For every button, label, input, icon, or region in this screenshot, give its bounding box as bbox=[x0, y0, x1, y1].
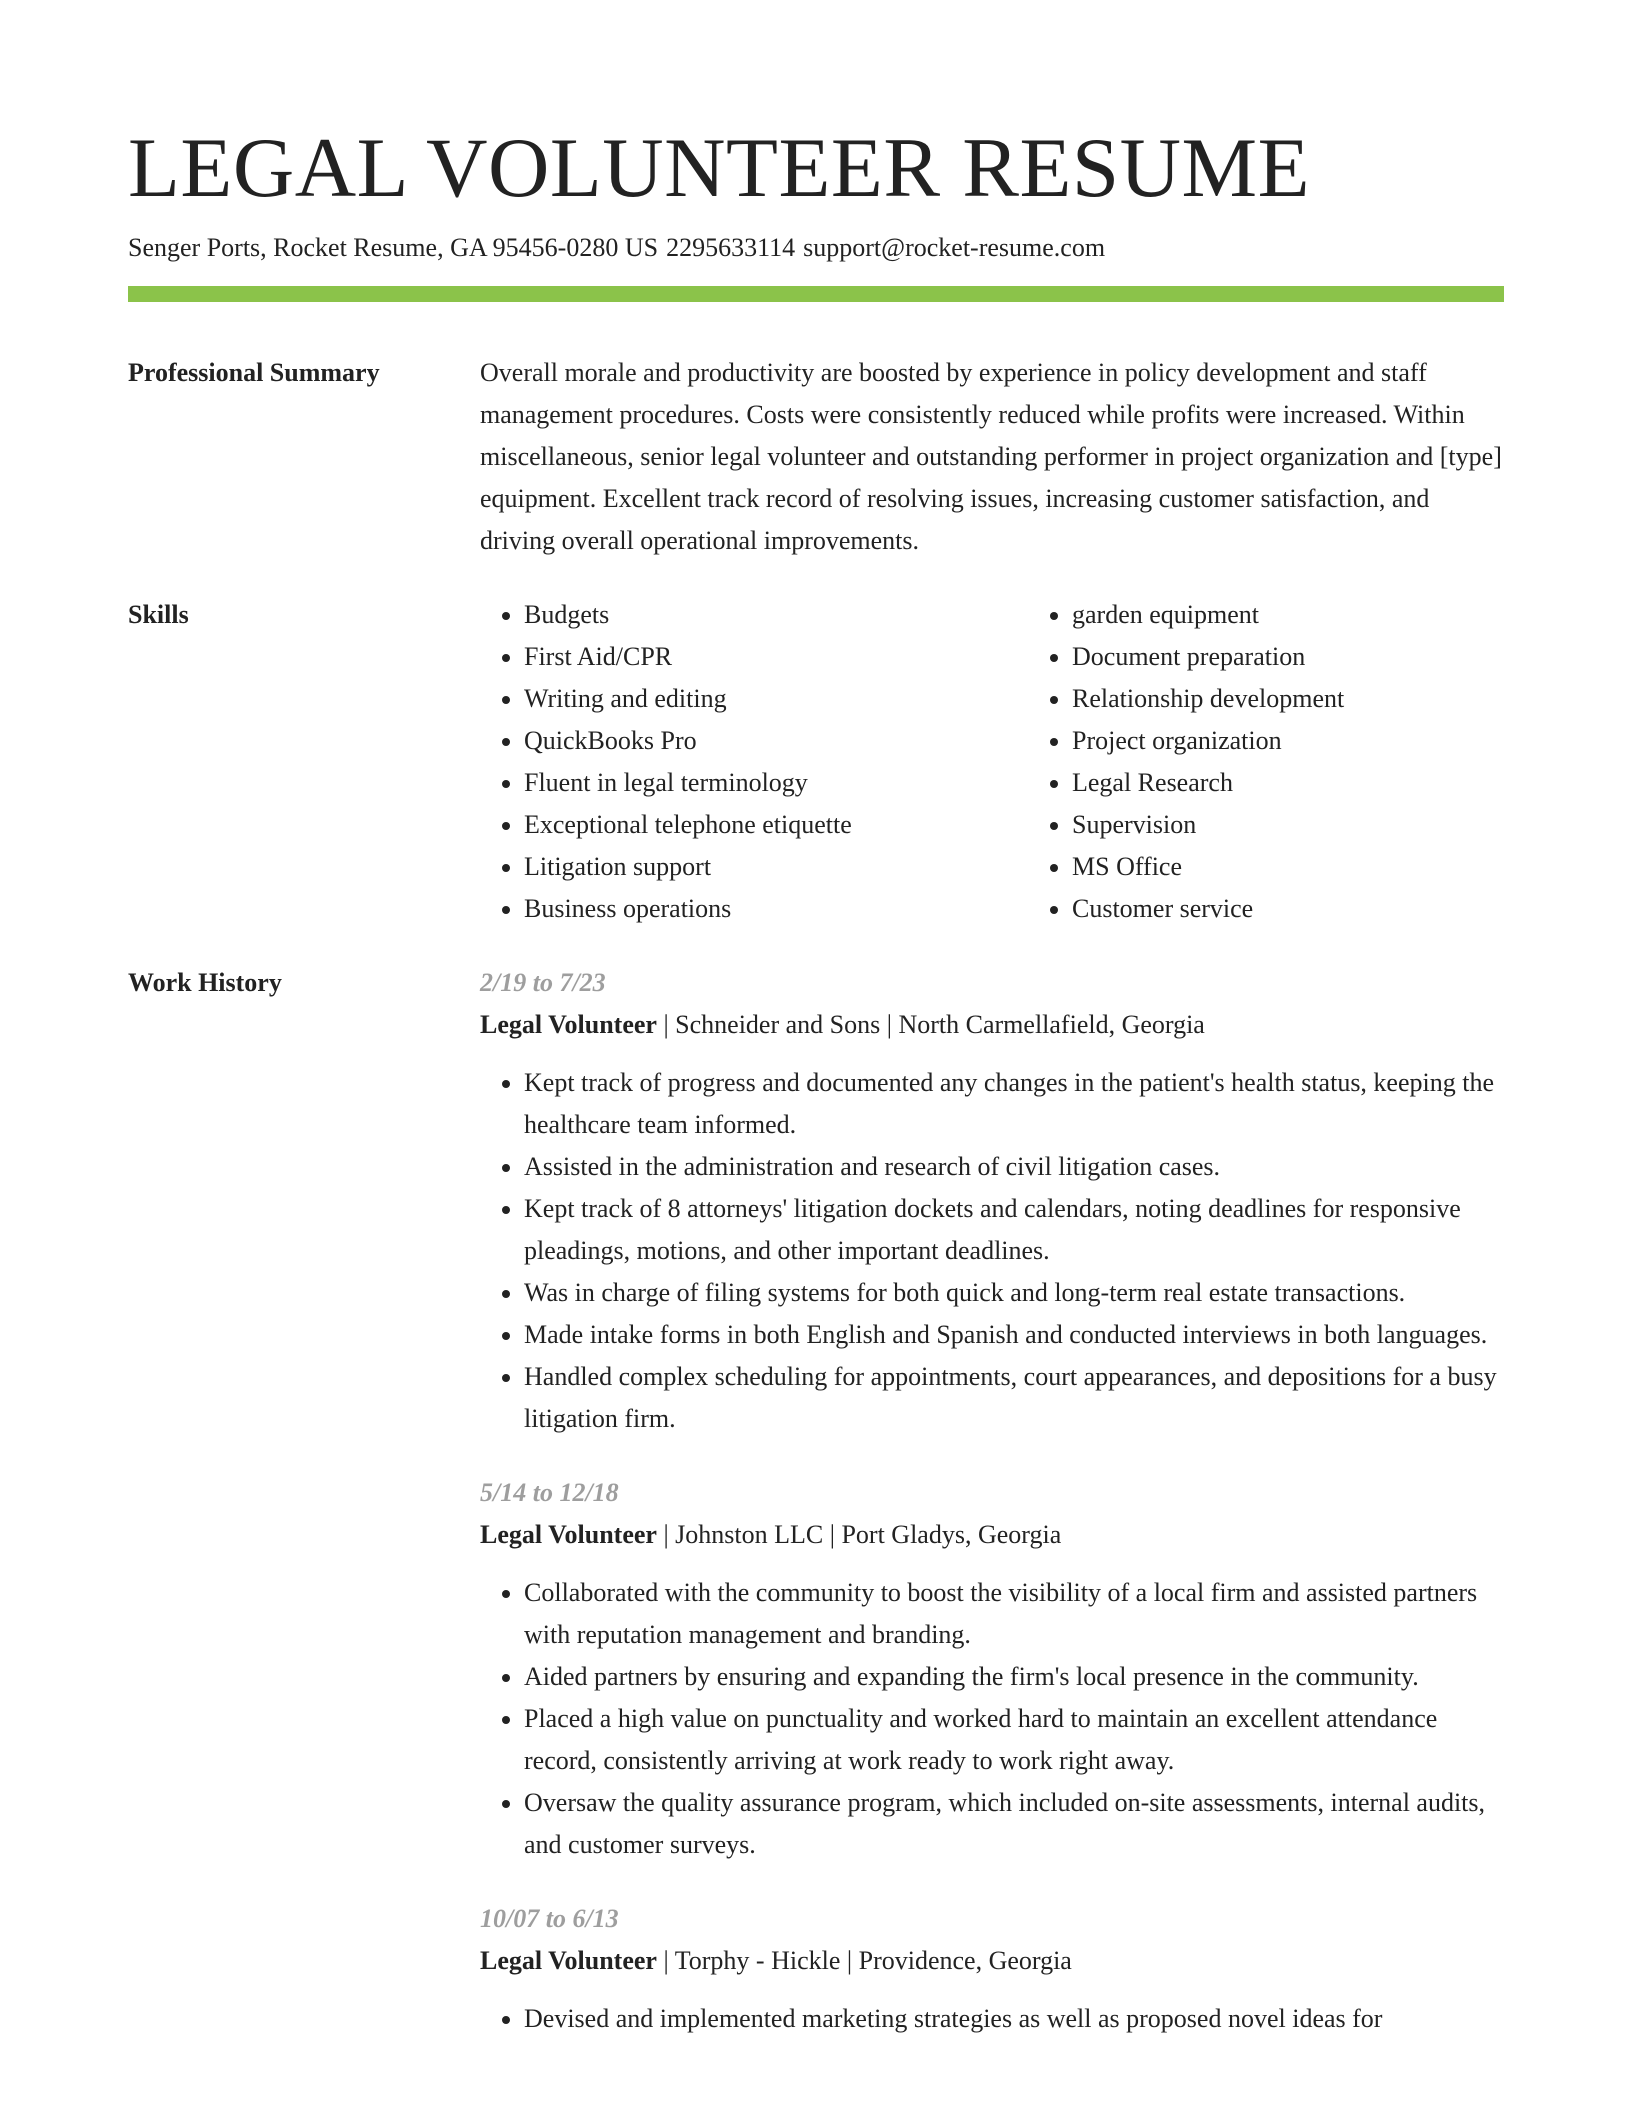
skill-item: • Fluent in legal terminology bbox=[524, 762, 1028, 804]
skill-item: • Customer service bbox=[1072, 888, 1576, 930]
job-bullet: • Made intake forms in both English and Spanish and conducted interviews in both languages. bbox=[524, 1314, 1504, 1356]
job-entry bbox=[480, 1472, 1504, 1866]
skill-item: • Writing and editing bbox=[524, 678, 1028, 720]
job-bullet: • Placed a high value on punctuality and worked hard to maintain an excellent attendance record, consistently arriving at work ready to work right away. bbox=[524, 1698, 1504, 1782]
job-bullet-list bbox=[480, 1998, 1504, 2040]
header-divider bbox=[128, 286, 1504, 302]
summary-text: Overall morale and productivity are boosted by experience in policy development and staff management procedures. Costs were consistently reduced while profits were increased. Within miscellaneous, senior legal volunteer and outstanding performer in project organization and [type] equipment. Excellent track record of resolving issues, increasing customer satisfaction, and driving overall operational improvements. bbox=[480, 358, 1502, 555]
contact-address: Senger Ports, Rocket Resume, GA 95456-0280 US bbox=[128, 233, 659, 262]
job-bullet: • Devised and implemented marketing strategies as well as proposed novel ideas for bbox=[524, 1998, 1504, 2040]
skill-item: • Litigation support bbox=[524, 846, 1028, 888]
job-dates: 2/19 to 7/23 bbox=[480, 968, 606, 997]
job-separator: | bbox=[829, 1520, 835, 1549]
skill-item: • Project organization bbox=[1072, 720, 1576, 762]
resume-title: LEGAL VOLUNTEER RESUME bbox=[128, 121, 1311, 215]
job-title: Legal Volunteer bbox=[480, 1520, 657, 1549]
summary-section bbox=[128, 352, 1504, 562]
skills-columns bbox=[480, 594, 1576, 930]
job-bullet: • Kept track of 8 attorneys' litigation dockets and calendars, noting deadlines for responsive pleadings, motions, and other important deadlines. bbox=[524, 1188, 1504, 1272]
resume-page bbox=[128, 0, 1504, 2072]
summary-heading: Professional Summary bbox=[128, 358, 380, 387]
job-bullet-list bbox=[480, 1572, 1504, 1866]
job-bullet: • Was in charge of filing systems for both quick and long-term real estate transactions. bbox=[524, 1272, 1504, 1314]
job-heading bbox=[480, 1004, 1504, 1046]
job-bullet: • Assisted in the administration and research of civil litigation cases. bbox=[524, 1146, 1504, 1188]
job-entry bbox=[480, 1898, 1504, 2040]
work-history-heading: Work History bbox=[128, 968, 282, 997]
job-bullet: • Oversaw the quality assurance program, which included on-site assessments, internal audits, and customer surveys. bbox=[524, 1782, 1504, 1866]
skills-left-list bbox=[480, 594, 1028, 930]
job-location: Port Gladys, Georgia bbox=[841, 1520, 1062, 1549]
skill-item: • Business operations bbox=[524, 888, 1028, 930]
skill-item: • MS Office bbox=[1072, 846, 1576, 888]
contact-line bbox=[128, 230, 1504, 266]
work-history-section bbox=[128, 962, 1504, 2072]
job-separator: | bbox=[663, 1946, 669, 1975]
contact-phone: 2295633114 bbox=[666, 233, 796, 262]
skill-item: • Budgets bbox=[524, 594, 1028, 636]
job-location: North Carmellafield, Georgia bbox=[898, 1010, 1205, 1039]
skills-heading: Skills bbox=[128, 600, 189, 629]
job-company: Johnston LLC bbox=[675, 1520, 824, 1549]
job-separator: | bbox=[886, 1010, 892, 1039]
job-separator: | bbox=[846, 1946, 853, 1975]
skills-right-list bbox=[1028, 594, 1576, 930]
job-bullet: • Kept track of progress and documented any changes in the patient's health status, keeping the healthcare team informed. bbox=[524, 1062, 1504, 1146]
job-company: Torphy - Hickle bbox=[674, 1946, 841, 1975]
job-dates: 10/07 to 6/13 bbox=[480, 1904, 619, 1933]
job-title: Legal Volunteer bbox=[480, 1010, 657, 1039]
skill-item: • Supervision bbox=[1072, 804, 1576, 846]
skill-item: • Legal Research bbox=[1072, 762, 1576, 804]
skill-item: • garden equipment bbox=[1072, 594, 1576, 636]
job-entry bbox=[480, 962, 1504, 1440]
job-bullet-list bbox=[480, 1062, 1504, 1440]
skill-item: • First Aid/CPR bbox=[524, 636, 1028, 678]
job-location: Providence, Georgia bbox=[858, 1946, 1072, 1975]
skill-item: • QuickBooks Pro bbox=[524, 720, 1028, 762]
job-company: Schneider and Sons bbox=[675, 1010, 881, 1039]
job-separator: | bbox=[663, 1520, 669, 1549]
skill-item: • Relationship development bbox=[1072, 678, 1576, 720]
job-bullet: • Handled complex scheduling for appointments, court appearances, and depositions for a busy litigation firm. bbox=[524, 1356, 1504, 1440]
job-bullet: • Aided partners by ensuring and expanding the firm's local presence in the community. bbox=[524, 1656, 1504, 1698]
skills-section bbox=[128, 594, 1504, 930]
job-bullet: • Collaborated with the community to boost the visibility of a local firm and assisted partners with reputation management and branding. bbox=[524, 1572, 1504, 1656]
skill-item: • Document preparation bbox=[1072, 636, 1576, 678]
job-heading bbox=[480, 1940, 1504, 1982]
skill-item: • Exceptional telephone etiquette bbox=[524, 804, 1028, 846]
job-title: Legal Volunteer bbox=[480, 1946, 657, 1975]
contact-email: support@rocket-resume.com bbox=[803, 233, 1106, 262]
job-separator: | bbox=[663, 1010, 669, 1039]
job-dates: 5/14 to 12/18 bbox=[480, 1478, 619, 1507]
job-heading bbox=[480, 1514, 1504, 1556]
